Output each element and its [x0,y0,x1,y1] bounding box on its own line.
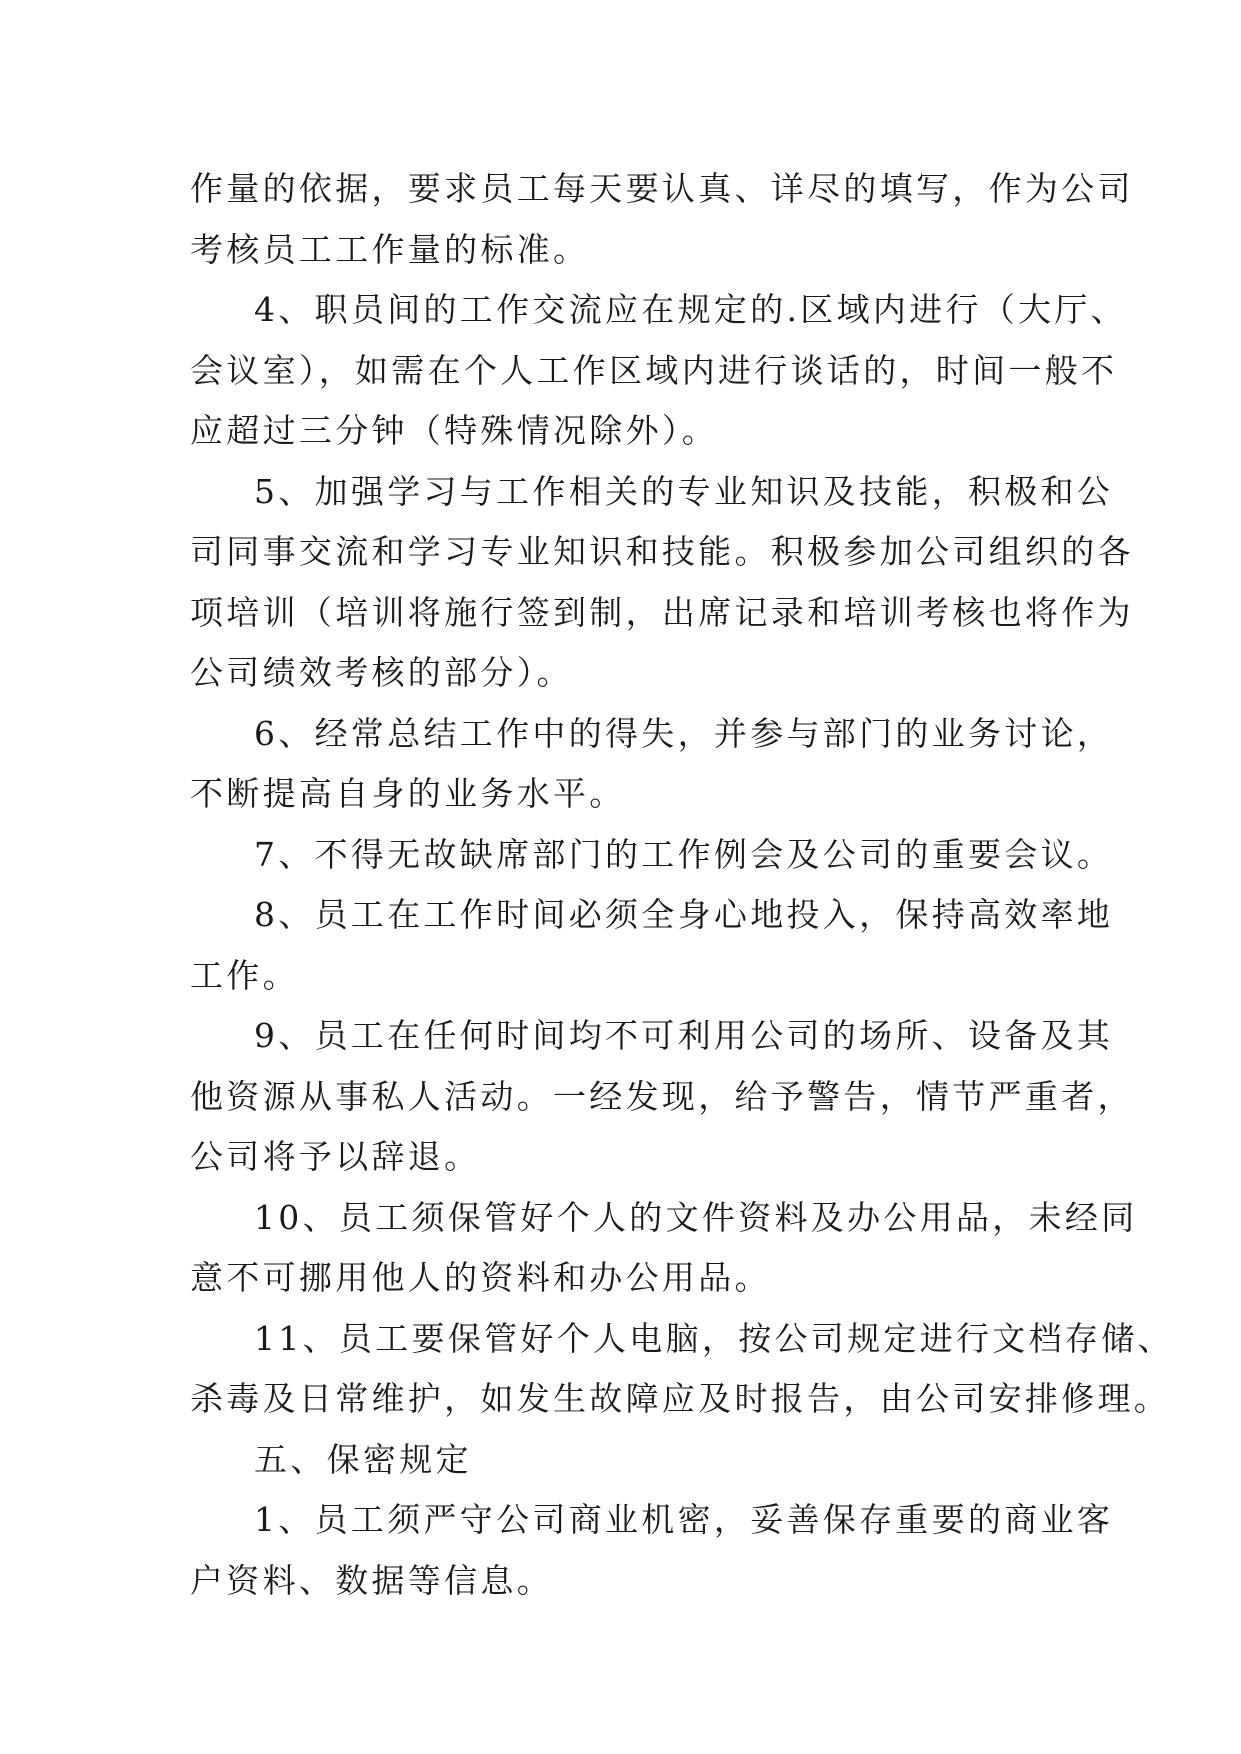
text-line: 作量的依据，要求员工每天要认真、详尽的填写，作为公司 [190,169,1134,208]
text-line: 不断提高自身的业务水平。 [190,774,626,813]
text-line: 11、员工要保管好个人电脑，按公司规定进行文档存储、 [254,1318,1174,1358]
text-line: 8、员工在工作时间必须全身心地投入，保持高效率地 [254,895,1114,934]
text-line: 考核员工工作量的标准。 [190,229,590,269]
text-line: 应超过三分钟（特殊情况除外）。 [190,411,718,450]
text-line: 杀毒及日常维护，如发生故障应及时报告，由公司安排修理。 [190,1379,1171,1418]
text-line: 5、加强学习与工作相关的专业知识及技能，积极和公 [254,471,1114,511]
text-line: 司同事交流和学习专业知识和技能。积极参加公司组织的各 [190,532,1134,571]
text-line: 意不可挪用他人的资料和办公用品。 [190,1258,771,1297]
text-line: 公司将予以辞退。 [190,1137,481,1176]
text-line: 公司绩效考核的部分）。 [190,653,573,692]
text-line: 4、职员间的工作交流应在规定的.区域内进行（大厅、 [254,290,1127,329]
text-line: 10、员工须保管好个人的文件资料及办公用品，未经同 [254,1197,1138,1237]
text-line: 户资料、数据等信息。 [190,1560,553,1600]
section-heading: 五、保密规定 [254,1439,472,1479]
text-line: 6、经常总结工作中的得失，并参与部门的业务讨论， [254,713,1114,753]
text-line: 工作。 [190,955,299,995]
text-line: 9、员工在任何时间均不可利用公司的场所、设备及其 [254,1016,1114,1055]
document-body [190,159,1174,1611]
text-line: 项培训（培训将施行签到制，出席记录和培训考核也将作为 [190,592,1134,632]
text-line: 7、不得无故缺席部门的工作例会及公司的重要会议。 [254,834,1114,874]
text-line: 他资源从事私人活动。一经发现，给予警告，情节严重者， [190,1076,1134,1116]
text-line: 会议室），如需在个人工作区域内进行谈话的，时间一般不 [190,350,1118,390]
text-line: 1、员工须严守公司商业机密，妥善保存重要的商业客 [254,1500,1114,1539]
